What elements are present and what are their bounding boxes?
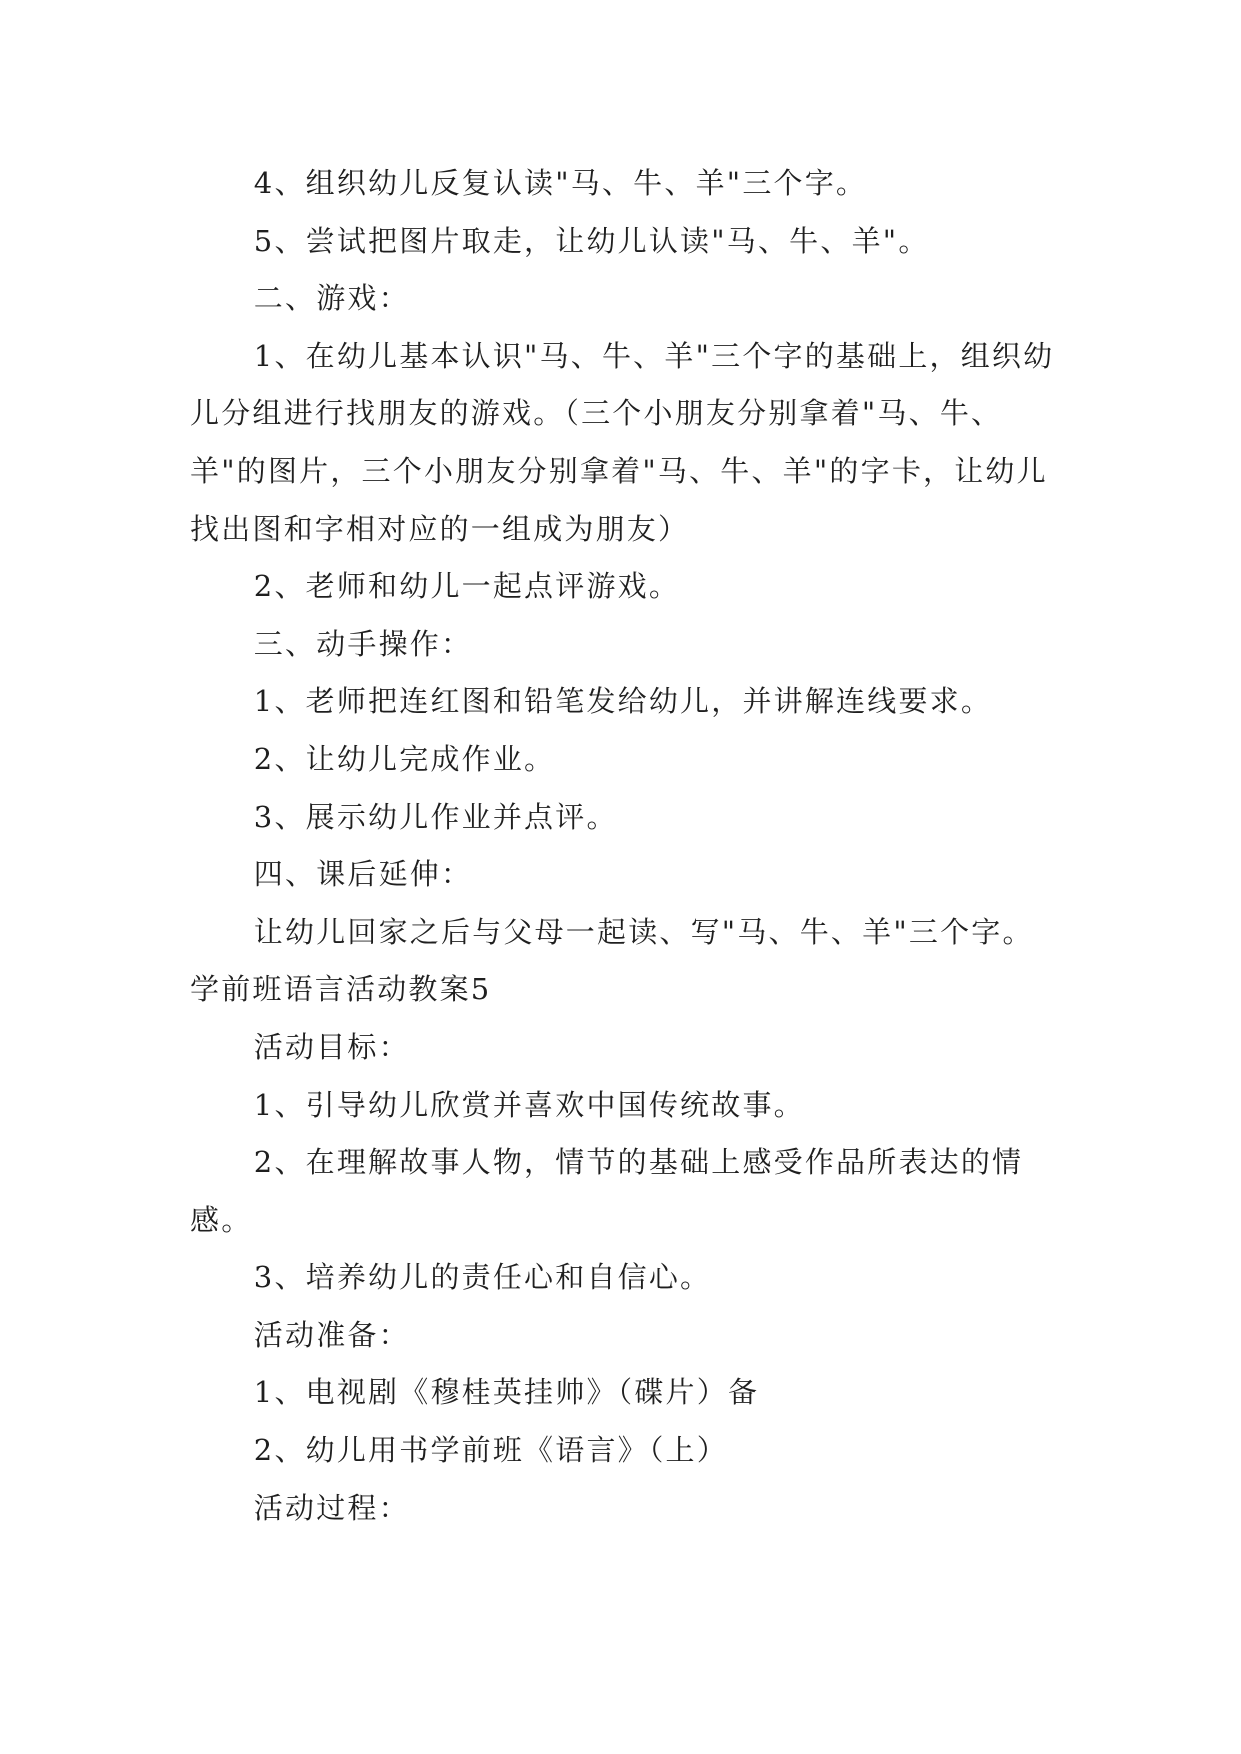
- paragraph: 1、在幼儿基本认识"马、牛、羊"三个字的基础上，组织幼儿分组进行找朋友的游戏。（三个小朋友分别拿着"马、牛、羊"的图片，三个小朋友分别拿着"马、牛、羊"的字卡，让幼儿找出图和字相对应的一组成为朋友）: [190, 338, 1055, 546]
- paragraph: 4、组织幼儿反复认读"马、牛、羊"三个字。: [253, 166, 868, 200]
- paragraph: 1、引导幼儿欣赏并喜欢中国传统故事。: [253, 1087, 805, 1122]
- section-heading: 三、动手操作：: [253, 626, 473, 661]
- section-heading: 二、游戏：: [253, 281, 410, 316]
- paragraph: 3、培养幼儿的责任心和自信心。: [253, 1260, 712, 1295]
- paragraph: 让幼儿回家之后与父母一起读、写"马、牛、羊"三个字。: [253, 914, 1034, 949]
- document-body: [190, 155, 1060, 1537]
- paragraph: 2、老师和幼儿一起点评游戏。: [253, 569, 681, 604]
- paragraph: 1、老师把连红图和铅笔发给幼儿，并讲解连线要求。: [253, 684, 993, 719]
- paragraph: 3、展示幼儿作业并点评。: [253, 799, 618, 834]
- document-title: 学前班语言活动教案5: [190, 972, 492, 1007]
- section-heading: 活动准备：: [253, 1317, 410, 1352]
- section-heading: 四、课后延伸：: [253, 857, 473, 892]
- paragraph: 2、幼儿用书学前班《语言》（上）: [253, 1433, 728, 1468]
- paragraph: 2、在理解故事人物，情节的基础上感受作品所表达的情感。: [190, 1145, 1024, 1237]
- paragraph: 2、让幼儿完成作业。: [253, 741, 556, 776]
- section-heading: 活动过程：: [253, 1490, 410, 1525]
- paragraph: 1、电视剧《穆桂英挂帅》（碟片）备: [253, 1375, 760, 1410]
- section-heading: 活动目标：: [253, 1029, 410, 1064]
- paragraph: 5、尝试把图片取走，让幼儿认读"马、牛、羊"。: [253, 223, 930, 258]
